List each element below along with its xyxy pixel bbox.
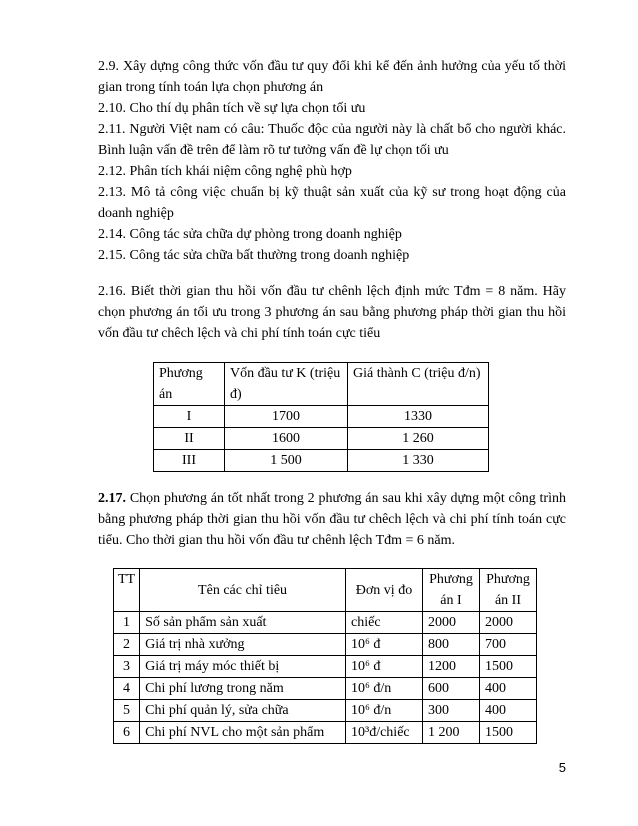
question-2-14: 2.14. Công tác sửa chữa dự phòng trong doanh nghiệp bbox=[98, 227, 402, 242]
table-cell: 1 bbox=[114, 612, 140, 634]
table-cell: 10⁶ đ bbox=[346, 656, 423, 678]
table-row bbox=[114, 678, 537, 700]
table-cell: Giá trị máy móc thiết bị bbox=[140, 656, 346, 678]
header-cell: Giá thành C (triệu đ/n) bbox=[348, 363, 489, 406]
header-cell: Phương án I bbox=[423, 569, 480, 612]
question-2-9: 2.9. Xây dựng công thức vốn đầu tư quy đổi khi kể đến ảnh hưởng của yếu tố thời gian trong tính toán lựa chọn phương án bbox=[98, 59, 566, 95]
table-cell: 6 bbox=[114, 722, 140, 744]
table-cell: 400 bbox=[480, 700, 537, 722]
table-cell: Số sản phẩm sản xuất bbox=[140, 612, 346, 634]
question-text: Chọn phương án tốt nhất trong 2 phương án sau khi xây dựng một công trình bằng phương pháp thời gian thu hồi vốn đầu tư chêch lệch và chi phí tính toán cực tiểu. Cho thời gian thu hồi vốn đầu tư chênh lệch Tđm = 6 năm. bbox=[98, 491, 566, 548]
table-cell: 1600 bbox=[225, 428, 348, 450]
table-row bbox=[114, 634, 537, 656]
table-header-row bbox=[154, 363, 489, 406]
page-number: 5 bbox=[558, 760, 566, 775]
table-cell: 1 200 bbox=[423, 722, 480, 744]
table-row bbox=[114, 700, 537, 722]
question-2-12: 2.12. Phân tích khái niệm công nghệ phù hợp bbox=[98, 164, 352, 179]
table-header-row bbox=[114, 569, 537, 612]
question-2-10: 2.10. Cho thí dụ phân tích về sự lựa chọn tối ưu bbox=[98, 101, 366, 116]
table-cell: Chi phí quản lý, sửa chữa bbox=[140, 700, 346, 722]
table-row bbox=[154, 428, 489, 450]
table-cell: 400 bbox=[480, 678, 537, 700]
table-row bbox=[154, 450, 489, 472]
question-2-15: 2.15. Công tác sửa chữa bất thường trong doanh nghiệp bbox=[98, 248, 410, 263]
table-cell: 10³đ/chiếc bbox=[346, 722, 423, 744]
table-cell: 800 bbox=[423, 634, 480, 656]
table-2-17 bbox=[113, 568, 537, 744]
header-cell: Phương án II bbox=[480, 569, 537, 612]
table-cell: 700 bbox=[480, 634, 537, 656]
header-cell: Tên các chỉ tiêu bbox=[140, 569, 346, 612]
table-cell: 1500 bbox=[480, 722, 537, 744]
header-cell: TT bbox=[114, 569, 140, 612]
table-cell: 2000 bbox=[423, 612, 480, 634]
table-cell: 300 bbox=[423, 700, 480, 722]
table-cell: 1700 bbox=[225, 406, 348, 428]
question-2-13: 2.13. Mô tả công việc chuẩn bị kỹ thuật sản xuất của kỹ sư trong hoạt động của doanh nghiệp bbox=[98, 185, 566, 221]
header-cell: Phương án bbox=[154, 363, 225, 406]
table-cell: Chi phí NVL cho một sản phẩm bbox=[140, 722, 346, 744]
table-cell: 10⁶ đ bbox=[346, 634, 423, 656]
table-cell: 1330 bbox=[348, 406, 489, 428]
table-cell: 2000 bbox=[480, 612, 537, 634]
header-cell: Vốn đầu tư K (triệu đ) bbox=[225, 363, 348, 406]
table-cell: 600 bbox=[423, 678, 480, 700]
question-2-17 bbox=[98, 488, 566, 551]
question-number: 2.17. bbox=[98, 491, 126, 506]
table-cell: Chi phí lương trong năm bbox=[140, 678, 346, 700]
table-cell: 1 260 bbox=[348, 428, 489, 450]
table-cell: II bbox=[154, 428, 225, 450]
table-cell: 10⁶ đ/n bbox=[346, 678, 423, 700]
table-cell: 1200 bbox=[423, 656, 480, 678]
table-cell: chiếc bbox=[346, 612, 423, 634]
table-cell: III bbox=[154, 450, 225, 472]
table-cell: I bbox=[154, 406, 225, 428]
table-cell: 1500 bbox=[480, 656, 537, 678]
table-cell: 1 330 bbox=[348, 450, 489, 472]
table-row bbox=[114, 722, 537, 744]
question-2-16: 2.16. Biết thời gian thu hồi vốn đầu tư chênh lệch định mức Tđm = 8 năm. Hãy chọn phương án tối ưu trong 3 phương án sau bằng phương pháp thời gian thu hồi vốn đầu tư chêch lệch và chi phí tính toán cực tiểu bbox=[98, 284, 566, 341]
table-cell: Giá trị nhà xưởng bbox=[140, 634, 346, 656]
table-2-16 bbox=[153, 362, 489, 472]
question-2-11: 2.11. Người Việt nam có câu: Thuốc độc của người này là chất bổ cho người khác. Bình luận vấn đề trên để làm rõ tư tưởng vấn đề lự chọn tối ưu bbox=[98, 122, 566, 158]
table-cell: 4 bbox=[114, 678, 140, 700]
table-cell: 10⁶ đ/n bbox=[346, 700, 423, 722]
table-cell: 3 bbox=[114, 656, 140, 678]
table-cell: 5 bbox=[114, 700, 140, 722]
table-cell: 1 500 bbox=[225, 450, 348, 472]
table-cell: 2 bbox=[114, 634, 140, 656]
table-row bbox=[114, 612, 537, 634]
header-cell: Đơn vị đo bbox=[346, 569, 423, 612]
table-row bbox=[114, 656, 537, 678]
table-row bbox=[154, 406, 489, 428]
